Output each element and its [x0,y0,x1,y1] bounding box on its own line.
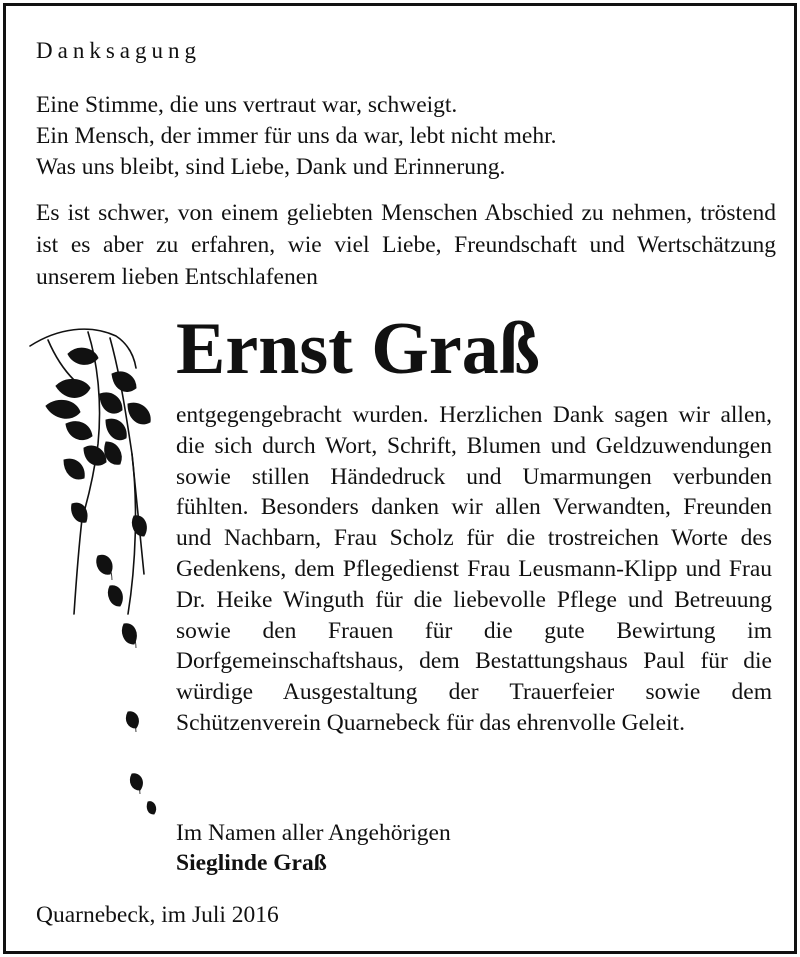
deceased-name: Ernst Graß [176,308,540,390]
signer-name: Sieglinde Graß [176,850,327,876]
heading: Danksagung [36,38,201,63]
place-date: Quarnebeck, im Juli 2016 [36,902,279,928]
signature-block [176,818,451,878]
obituary-card [3,3,797,954]
body-paragraph: entgegengebracht wurden. Herzlichen Dank sagen wir allen, die sich durch Wort, Schrift, Blumen und Geldzuwendungen sowie stillen Händedruck und Umarmungen verbunden fühlten. Besonders danken wir allen Verwandten, Freunden und Nachbarn, Frau Scholz für die trostreichen Worte des Gedenkens, dem Pflegedienst Frau Leusmann-Klipp und Frau Dr. Heike Winguth für die liebevolle Pflege und Betreuung sowie den Frauen für die gute Bewirtung im Dorfgemeinschaftshaus, dem Bestattungshaus Paul für die würdige Ausgestaltung der Trauerfeier sowie dem Schützenverein Quarnebeck für das ehrenvolle Geleit. [176,402,772,736]
verse-line: Ein Mensch, der immer für uns da war, lebt nicht mehr. [36,123,557,149]
verse [36,90,776,183]
birch-branch-icon [28,324,168,824]
closing-line: Im Namen aller Angehörigen [176,820,451,846]
verse-line: Was uns bleibt, sind Liebe, Dank und Erinnerung. [36,154,506,180]
verse-line: Eine Stimme, die uns vertraut war, schweigt. [36,92,458,118]
intro-paragraph: Es ist schwer, von einem geliebten Menschen Abschied zu nehmen, tröstend ist es aber zu erfahren, wie viel Liebe, Freundschaft und Wertschätzung unserem lieben Entschlafenen [36,200,776,290]
